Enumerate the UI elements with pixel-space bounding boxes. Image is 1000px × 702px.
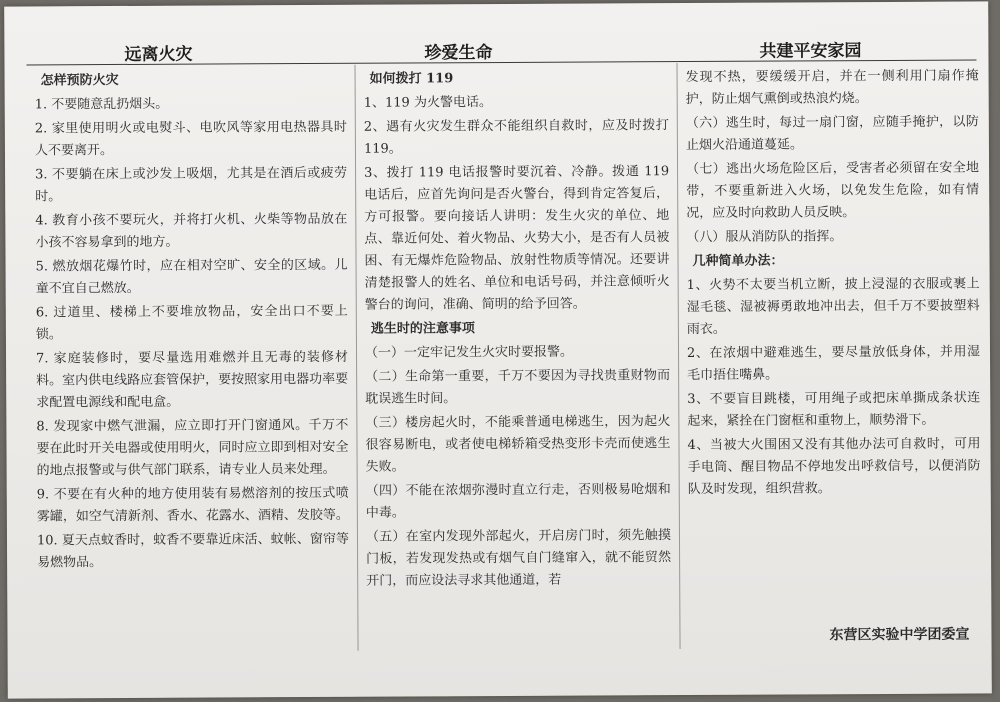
- list-item: （三）楼房起火时，不能乘普通电梯逃生，因为起火很容易断电，或者使电梯轿箱受热变形卡壳而使逃生失败。: [365, 414, 671, 475]
- section-heading: 几种简单办法：: [692, 253, 784, 269]
- list-item: 2、在浓烟中避难逃生，要尽量放低身体，并用湿毛巾捂住嘴鼻。: [686, 344, 981, 384]
- list-item: 3. 不要躺在床上或沙发上吸烟，尤其是在酒后或疲劳时。: [35, 165, 348, 205]
- list-item: 1. 不要随意乱扔烟头。: [34, 96, 169, 113]
- fire-safety-leaflet: [4, 1, 992, 698]
- list-item: 10. 夏天点蚊香时，蚊香不要靠近床活、蚊帐、窗帘等易燃物品。: [36, 531, 350, 571]
- list-item: （八）服从消防队的指挥。: [686, 229, 843, 246]
- list-item: 7. 家庭装修时，要尽量选用难燃并且无毒的装修材料。室内供电线路应套管保护，要按照家用电器功率要求配置电源线和配电盒。: [36, 349, 349, 411]
- list-item: 2、遇有火灾发生群众不能组织自救时，应及时拨打 119。: [363, 118, 669, 157]
- header-title-right: 共建平安家园: [759, 41, 862, 62]
- column-escape-methods: [677, 61, 990, 649]
- list-item: （七）逃出火场危险区后，受害者必须留在安全地带，不要重新进入火场，以免发生危险，如有情况，应及时向救助人员反映。: [686, 160, 980, 222]
- header-title-center: 珍爱生命: [424, 43, 493, 64]
- footer-organization: 东营区实验中学团委宣: [829, 626, 970, 644]
- list-item: （五）在室内发现外部起火，开启房门时，须先触摸门板，若发现发热或有烟气自门缝窜入，就不能贸然开门，而应设法寻求其他通道，若: [365, 528, 672, 589]
- list-item: 3、不要盲目跳楼，可用绳子或把床单撕成条状连起来，紧拴在门窗框和重物上，顺势滑下。: [687, 390, 981, 430]
- list-item: 2. 家里使用明火或电熨斗、电吹风等家用电热器具时人不要离开。: [34, 119, 347, 159]
- list-item: 4、当被大火围困又没有其他办法可自救时，可用手电筒、醒目物品不停地发出呼救信号，以便消防队及时发现，组织营救。: [687, 436, 981, 498]
- list-item: （一）一定牢记发生火灾时要报警。: [364, 344, 574, 361]
- list-item: 9. 不要在有火种的地方使用装有易燃溶剂的按压式喷雾罐，如空气清新剂、香水、花露水、酒精、发胶等。: [36, 485, 349, 525]
- column-prevention: [27, 65, 358, 653]
- list-item: （四）不能在浓烟弥漫时直立行走，否则极易呛烟和中毒。: [365, 482, 671, 521]
- list-item: （二）生命第一重要，千万不要因为寻找贵重财物而耽误逃生时间。: [365, 368, 671, 407]
- list-item: 发现不热，要缓缓开启，并在一侧利用门扇作掩护，防止烟气熏倒或热浪灼烧。: [685, 68, 979, 108]
- list-item: （六）逃生时，每过一扇门窗，应随手掩护，以防止烟火沿通道蔓延。: [685, 114, 979, 154]
- list-item: 4. 教育小孩不要玩火，并将打火机、火柴等物品放在小孩不容易拿到的地方。: [35, 211, 348, 251]
- list-item: 1、119 为火警电话。: [363, 95, 492, 111]
- list-item: 1、火势不太要当机立断，披上浸湿的衣服或裹上湿毛毯、湿被褥勇敢地冲出去，但千万不要披塑料雨衣。: [686, 276, 980, 338]
- list-item: 5. 燃放烟花爆竹时，应在相对空旷、安全的区域。儿童不宜自己燃放。: [35, 257, 348, 297]
- section-heading: 怎样预防火灾: [40, 72, 119, 89]
- section-heading: 如何拨打 119: [369, 71, 454, 87]
- list-item: 6. 过道里、楼梯上不要堆放物品，安全出口不要上锁。: [35, 303, 348, 343]
- column-calling-119: [355, 63, 680, 651]
- list-item: 3、拨打 119 电话报警时要沉着、冷静。拨通 119 电话后，应首先询问是否火警台，得到肯定答复后，方可报警。要向接话人讲明：发生火灾的单位、地点、靠近何处、着火物品、火势大小，是否有人员被困、有无爆炸危险物品、放射性物质等情况。还要讲清楚报警人的姓名、单位和电话号码，并注意倾听火警台的询问，准确、简明的给予回答。: [364, 164, 670, 313]
- section-heading: 逃生时的注意事项: [370, 321, 475, 337]
- list-item: 8. 发现家中燃气泄漏，应立即打开门窗通风。千万不要在此时开关电器或使用明火，同时应立即到相对安全的地点报警或与供气部门联系，请专业人员来处理。: [36, 417, 349, 479]
- header-title-left: 远离火灾: [124, 44, 193, 65]
